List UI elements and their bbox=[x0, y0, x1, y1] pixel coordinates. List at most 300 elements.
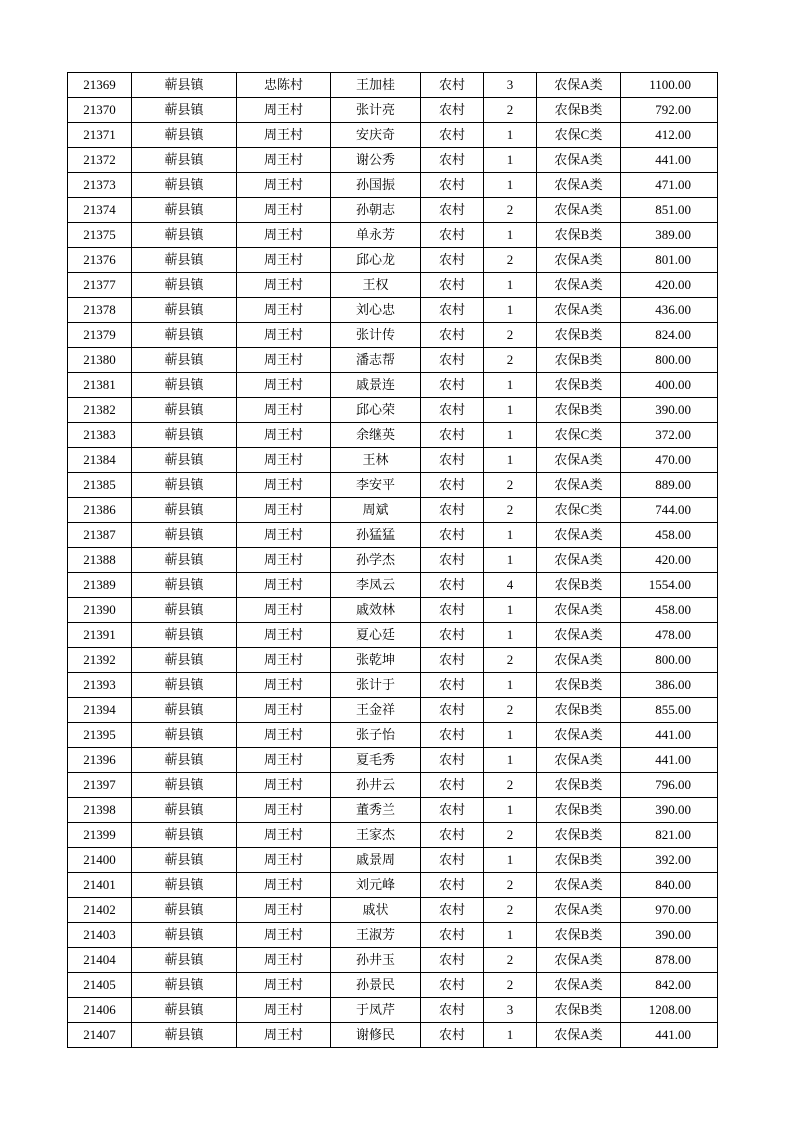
table-row bbox=[68, 273, 718, 298]
cell-village: 周王村 bbox=[237, 998, 331, 1023]
cell-town: 蕲县镇 bbox=[132, 523, 237, 548]
cell-village: 周王村 bbox=[237, 648, 331, 673]
cell-village: 周王村 bbox=[237, 623, 331, 648]
cell-category: 农保B类 bbox=[537, 798, 621, 823]
cell-name: 李凤云 bbox=[331, 573, 421, 598]
cell-type: 农村 bbox=[421, 723, 484, 748]
cell-serial: 21376 bbox=[68, 248, 132, 273]
cell-village: 周王村 bbox=[237, 973, 331, 998]
cell-count: 1 bbox=[484, 298, 537, 323]
cell-type: 农村 bbox=[421, 673, 484, 698]
cell-count: 2 bbox=[484, 348, 537, 373]
cell-serial: 21399 bbox=[68, 823, 132, 848]
cell-village: 周王村 bbox=[237, 873, 331, 898]
cell-town: 蕲县镇 bbox=[132, 673, 237, 698]
table-row bbox=[68, 1023, 718, 1048]
cell-serial: 21383 bbox=[68, 423, 132, 448]
cell-count: 1 bbox=[484, 273, 537, 298]
table-row bbox=[68, 548, 718, 573]
cell-count: 1 bbox=[484, 223, 537, 248]
cell-serial: 21397 bbox=[68, 773, 132, 798]
cell-amount: 970.00 bbox=[621, 898, 718, 923]
cell-serial: 21373 bbox=[68, 173, 132, 198]
cell-amount: 389.00 bbox=[621, 223, 718, 248]
cell-serial: 21372 bbox=[68, 148, 132, 173]
cell-serial: 21391 bbox=[68, 623, 132, 648]
table-row bbox=[68, 698, 718, 723]
cell-village: 周王村 bbox=[237, 573, 331, 598]
cell-village: 周王村 bbox=[237, 198, 331, 223]
cell-village: 周王村 bbox=[237, 598, 331, 623]
cell-count: 2 bbox=[484, 973, 537, 998]
cell-amount: 801.00 bbox=[621, 248, 718, 273]
cell-village: 周王村 bbox=[237, 323, 331, 348]
cell-type: 农村 bbox=[421, 773, 484, 798]
table-row bbox=[68, 373, 718, 398]
cell-serial: 21374 bbox=[68, 198, 132, 223]
cell-type: 农村 bbox=[421, 698, 484, 723]
cell-category: 农保A类 bbox=[537, 298, 621, 323]
cell-amount: 441.00 bbox=[621, 748, 718, 773]
cell-count: 1 bbox=[484, 398, 537, 423]
cell-serial: 21378 bbox=[68, 298, 132, 323]
cell-serial: 21369 bbox=[68, 73, 132, 98]
cell-town: 蕲县镇 bbox=[132, 923, 237, 948]
cell-type: 农村 bbox=[421, 973, 484, 998]
cell-serial: 21386 bbox=[68, 498, 132, 523]
cell-name: 周斌 bbox=[331, 498, 421, 523]
cell-town: 蕲县镇 bbox=[132, 748, 237, 773]
cell-serial: 21393 bbox=[68, 673, 132, 698]
cell-name: 谢公秀 bbox=[331, 148, 421, 173]
cell-category: 农保B类 bbox=[537, 373, 621, 398]
cell-category: 农保A类 bbox=[537, 173, 621, 198]
cell-count: 3 bbox=[484, 998, 537, 1023]
cell-town: 蕲县镇 bbox=[132, 73, 237, 98]
cell-town: 蕲县镇 bbox=[132, 598, 237, 623]
cell-town: 蕲县镇 bbox=[132, 873, 237, 898]
cell-amount: 1554.00 bbox=[621, 573, 718, 598]
table-row bbox=[68, 873, 718, 898]
cell-serial: 21379 bbox=[68, 323, 132, 348]
cell-village: 周王村 bbox=[237, 298, 331, 323]
cell-category: 农保A类 bbox=[537, 248, 621, 273]
cell-town: 蕲县镇 bbox=[132, 498, 237, 523]
cell-serial: 21377 bbox=[68, 273, 132, 298]
table-row bbox=[68, 123, 718, 148]
cell-village: 周王村 bbox=[237, 548, 331, 573]
table-row bbox=[68, 823, 718, 848]
table-row bbox=[68, 348, 718, 373]
cell-amount: 851.00 bbox=[621, 198, 718, 223]
cell-village: 周王村 bbox=[237, 798, 331, 823]
cell-count: 1 bbox=[484, 123, 537, 148]
cell-serial: 21395 bbox=[68, 723, 132, 748]
table-row bbox=[68, 423, 718, 448]
cell-name: 于凤芹 bbox=[331, 998, 421, 1023]
cell-type: 农村 bbox=[421, 923, 484, 948]
cell-count: 2 bbox=[484, 498, 537, 523]
cell-category: 农保A类 bbox=[537, 723, 621, 748]
cell-town: 蕲县镇 bbox=[132, 948, 237, 973]
cell-count: 2 bbox=[484, 648, 537, 673]
table-row bbox=[68, 948, 718, 973]
cell-amount: 800.00 bbox=[621, 348, 718, 373]
cell-town: 蕲县镇 bbox=[132, 1023, 237, 1048]
cell-category: 农保A类 bbox=[537, 273, 621, 298]
cell-village: 周王村 bbox=[237, 723, 331, 748]
cell-serial: 21404 bbox=[68, 948, 132, 973]
cell-serial: 21402 bbox=[68, 898, 132, 923]
cell-category: 农保A类 bbox=[537, 198, 621, 223]
cell-type: 农村 bbox=[421, 848, 484, 873]
cell-category: 农保A类 bbox=[537, 448, 621, 473]
cell-serial: 21394 bbox=[68, 698, 132, 723]
cell-amount: 441.00 bbox=[621, 723, 718, 748]
cell-village: 周王村 bbox=[237, 373, 331, 398]
cell-type: 农村 bbox=[421, 548, 484, 573]
cell-category: 农保A类 bbox=[537, 148, 621, 173]
cell-amount: 792.00 bbox=[621, 98, 718, 123]
table-row bbox=[68, 648, 718, 673]
cell-village: 周王村 bbox=[237, 423, 331, 448]
cell-category: 农保B类 bbox=[537, 823, 621, 848]
cell-serial: 21389 bbox=[68, 573, 132, 598]
cell-amount: 744.00 bbox=[621, 498, 718, 523]
cell-count: 2 bbox=[484, 698, 537, 723]
cell-name: 孙井玉 bbox=[331, 948, 421, 973]
cell-name: 戚景周 bbox=[331, 848, 421, 873]
cell-type: 农村 bbox=[421, 298, 484, 323]
cell-name: 戚景连 bbox=[331, 373, 421, 398]
cell-type: 农村 bbox=[421, 173, 484, 198]
cell-town: 蕲县镇 bbox=[132, 798, 237, 823]
cell-type: 农村 bbox=[421, 998, 484, 1023]
cell-name: 余继英 bbox=[331, 423, 421, 448]
cell-category: 农保C类 bbox=[537, 498, 621, 523]
cell-amount: 840.00 bbox=[621, 873, 718, 898]
cell-count: 1 bbox=[484, 148, 537, 173]
cell-village: 周王村 bbox=[237, 523, 331, 548]
cell-type: 农村 bbox=[421, 98, 484, 123]
cell-name: 潘志帮 bbox=[331, 348, 421, 373]
cell-town: 蕲县镇 bbox=[132, 223, 237, 248]
cell-category: 农保A类 bbox=[537, 473, 621, 498]
table-row bbox=[68, 98, 718, 123]
cell-category: 农保B类 bbox=[537, 773, 621, 798]
cell-count: 2 bbox=[484, 773, 537, 798]
cell-name: 谢修民 bbox=[331, 1023, 421, 1048]
cell-name: 安庆奇 bbox=[331, 123, 421, 148]
table-row bbox=[68, 73, 718, 98]
cell-town: 蕲县镇 bbox=[132, 998, 237, 1023]
cell-type: 农村 bbox=[421, 648, 484, 673]
cell-name: 王加桂 bbox=[331, 73, 421, 98]
cell-type: 农村 bbox=[421, 798, 484, 823]
cell-amount: 878.00 bbox=[621, 948, 718, 973]
cell-amount: 441.00 bbox=[621, 1023, 718, 1048]
cell-count: 1 bbox=[484, 523, 537, 548]
cell-type: 农村 bbox=[421, 198, 484, 223]
cell-category: 农保C类 bbox=[537, 423, 621, 448]
cell-name: 董秀兰 bbox=[331, 798, 421, 823]
table-row bbox=[68, 473, 718, 498]
cell-type: 农村 bbox=[421, 348, 484, 373]
cell-name: 孙猛猛 bbox=[331, 523, 421, 548]
cell-amount: 390.00 bbox=[621, 398, 718, 423]
cell-amount: 412.00 bbox=[621, 123, 718, 148]
cell-count: 2 bbox=[484, 873, 537, 898]
cell-type: 农村 bbox=[421, 373, 484, 398]
cell-type: 农村 bbox=[421, 123, 484, 148]
cell-serial: 21370 bbox=[68, 98, 132, 123]
cell-category: 农保B类 bbox=[537, 98, 621, 123]
cell-category: 农保A类 bbox=[537, 898, 621, 923]
cell-type: 农村 bbox=[421, 473, 484, 498]
cell-type: 农村 bbox=[421, 273, 484, 298]
cell-town: 蕲县镇 bbox=[132, 323, 237, 348]
cell-serial: 21396 bbox=[68, 748, 132, 773]
cell-village: 周王村 bbox=[237, 223, 331, 248]
cell-name: 戚效林 bbox=[331, 598, 421, 623]
cell-village: 周王村 bbox=[237, 698, 331, 723]
cell-amount: 386.00 bbox=[621, 673, 718, 698]
table-row bbox=[68, 523, 718, 548]
cell-village: 忠陈村 bbox=[237, 73, 331, 98]
cell-amount: 441.00 bbox=[621, 148, 718, 173]
cell-amount: 821.00 bbox=[621, 823, 718, 848]
cell-name: 张计传 bbox=[331, 323, 421, 348]
cell-town: 蕲县镇 bbox=[132, 698, 237, 723]
cell-village: 周王村 bbox=[237, 248, 331, 273]
cell-name: 张计亮 bbox=[331, 98, 421, 123]
table-row bbox=[68, 923, 718, 948]
cell-amount: 390.00 bbox=[621, 923, 718, 948]
cell-count: 2 bbox=[484, 948, 537, 973]
cell-village: 周王村 bbox=[237, 473, 331, 498]
table-row bbox=[68, 623, 718, 648]
table-row bbox=[68, 148, 718, 173]
cell-town: 蕲县镇 bbox=[132, 848, 237, 873]
cell-count: 1 bbox=[484, 723, 537, 748]
cell-type: 农村 bbox=[421, 248, 484, 273]
cell-town: 蕲县镇 bbox=[132, 298, 237, 323]
cell-name: 王权 bbox=[331, 273, 421, 298]
table-row bbox=[68, 398, 718, 423]
cell-serial: 21382 bbox=[68, 398, 132, 423]
cell-type: 农村 bbox=[421, 73, 484, 98]
cell-count: 2 bbox=[484, 248, 537, 273]
cell-town: 蕲县镇 bbox=[132, 398, 237, 423]
cell-name: 王淑芳 bbox=[331, 923, 421, 948]
cell-name: 王林 bbox=[331, 448, 421, 473]
cell-amount: 471.00 bbox=[621, 173, 718, 198]
cell-count: 1 bbox=[484, 373, 537, 398]
cell-amount: 436.00 bbox=[621, 298, 718, 323]
cell-type: 农村 bbox=[421, 748, 484, 773]
cell-serial: 21371 bbox=[68, 123, 132, 148]
cell-town: 蕲县镇 bbox=[132, 773, 237, 798]
table-row bbox=[68, 598, 718, 623]
cell-count: 1 bbox=[484, 623, 537, 648]
cell-town: 蕲县镇 bbox=[132, 198, 237, 223]
cell-serial: 21407 bbox=[68, 1023, 132, 1048]
table-row bbox=[68, 323, 718, 348]
cell-town: 蕲县镇 bbox=[132, 148, 237, 173]
cell-amount: 478.00 bbox=[621, 623, 718, 648]
cell-category: 农保B类 bbox=[537, 573, 621, 598]
cell-town: 蕲县镇 bbox=[132, 173, 237, 198]
table-row bbox=[68, 773, 718, 798]
table-body bbox=[68, 73, 718, 1048]
table-row bbox=[68, 723, 718, 748]
cell-type: 农村 bbox=[421, 448, 484, 473]
cell-serial: 21385 bbox=[68, 473, 132, 498]
cell-town: 蕲县镇 bbox=[132, 123, 237, 148]
table-row bbox=[68, 198, 718, 223]
table-row bbox=[68, 498, 718, 523]
cell-count: 2 bbox=[484, 198, 537, 223]
cell-name: 张子怡 bbox=[331, 723, 421, 748]
cell-amount: 372.00 bbox=[621, 423, 718, 448]
cell-count: 1 bbox=[484, 423, 537, 448]
cell-category: 农保A类 bbox=[537, 973, 621, 998]
cell-village: 周王村 bbox=[237, 148, 331, 173]
cell-category: 农保A类 bbox=[537, 523, 621, 548]
cell-serial: 21375 bbox=[68, 223, 132, 248]
cell-type: 农村 bbox=[421, 223, 484, 248]
cell-town: 蕲县镇 bbox=[132, 898, 237, 923]
cell-town: 蕲县镇 bbox=[132, 273, 237, 298]
cell-amount: 842.00 bbox=[621, 973, 718, 998]
cell-category: 农保B类 bbox=[537, 848, 621, 873]
cell-amount: 458.00 bbox=[621, 523, 718, 548]
cell-category: 农保A类 bbox=[537, 623, 621, 648]
cell-serial: 21380 bbox=[68, 348, 132, 373]
table-row bbox=[68, 573, 718, 598]
cell-type: 农村 bbox=[421, 873, 484, 898]
cell-amount: 390.00 bbox=[621, 798, 718, 823]
cell-type: 农村 bbox=[421, 948, 484, 973]
cell-name: 单永芳 bbox=[331, 223, 421, 248]
cell-serial: 21384 bbox=[68, 448, 132, 473]
cell-amount: 800.00 bbox=[621, 648, 718, 673]
cell-name: 张乾坤 bbox=[331, 648, 421, 673]
table-row bbox=[68, 848, 718, 873]
cell-type: 农村 bbox=[421, 498, 484, 523]
cell-count: 4 bbox=[484, 573, 537, 598]
cell-name: 夏毛秀 bbox=[331, 748, 421, 773]
cell-count: 1 bbox=[484, 548, 537, 573]
cell-serial: 21406 bbox=[68, 998, 132, 1023]
table-row bbox=[68, 248, 718, 273]
cell-town: 蕲县镇 bbox=[132, 373, 237, 398]
cell-category: 农保A类 bbox=[537, 648, 621, 673]
table-row bbox=[68, 973, 718, 998]
cell-amount: 420.00 bbox=[621, 548, 718, 573]
cell-amount: 855.00 bbox=[621, 698, 718, 723]
cell-serial: 21381 bbox=[68, 373, 132, 398]
cell-serial: 21401 bbox=[68, 873, 132, 898]
cell-amount: 470.00 bbox=[621, 448, 718, 473]
table-row bbox=[68, 998, 718, 1023]
cell-category: 农保A类 bbox=[537, 948, 621, 973]
cell-town: 蕲县镇 bbox=[132, 973, 237, 998]
cell-town: 蕲县镇 bbox=[132, 573, 237, 598]
cell-type: 农村 bbox=[421, 398, 484, 423]
cell-name: 刘元峰 bbox=[331, 873, 421, 898]
cell-village: 周王村 bbox=[237, 398, 331, 423]
cell-count: 1 bbox=[484, 1023, 537, 1048]
cell-category: 农保B类 bbox=[537, 923, 621, 948]
cell-village: 周王村 bbox=[237, 748, 331, 773]
cell-count: 1 bbox=[484, 598, 537, 623]
cell-town: 蕲县镇 bbox=[132, 98, 237, 123]
cell-name: 张计于 bbox=[331, 673, 421, 698]
table-row bbox=[68, 223, 718, 248]
table-row bbox=[68, 448, 718, 473]
cell-village: 周王村 bbox=[237, 773, 331, 798]
cell-name: 李安平 bbox=[331, 473, 421, 498]
cell-village: 周王村 bbox=[237, 848, 331, 873]
cell-type: 农村 bbox=[421, 148, 484, 173]
cell-count: 3 bbox=[484, 73, 537, 98]
cell-name: 王金祥 bbox=[331, 698, 421, 723]
cell-type: 农村 bbox=[421, 1023, 484, 1048]
cell-type: 农村 bbox=[421, 573, 484, 598]
cell-village: 周王村 bbox=[237, 448, 331, 473]
cell-village: 周王村 bbox=[237, 348, 331, 373]
table-row bbox=[68, 748, 718, 773]
cell-type: 农村 bbox=[421, 523, 484, 548]
cell-town: 蕲县镇 bbox=[132, 473, 237, 498]
cell-name: 刘心忠 bbox=[331, 298, 421, 323]
cell-serial: 21392 bbox=[68, 648, 132, 673]
cell-name: 孙景民 bbox=[331, 973, 421, 998]
cell-amount: 889.00 bbox=[621, 473, 718, 498]
cell-village: 周王村 bbox=[237, 898, 331, 923]
cell-serial: 21387 bbox=[68, 523, 132, 548]
cell-count: 1 bbox=[484, 173, 537, 198]
cell-name: 邱心荣 bbox=[331, 398, 421, 423]
cell-count: 2 bbox=[484, 898, 537, 923]
cell-category: 农保A类 bbox=[537, 548, 621, 573]
cell-category: 农保A类 bbox=[537, 73, 621, 98]
cell-count: 2 bbox=[484, 473, 537, 498]
cell-town: 蕲县镇 bbox=[132, 723, 237, 748]
cell-village: 周王村 bbox=[237, 1023, 331, 1048]
cell-category: 农保B类 bbox=[537, 323, 621, 348]
cell-category: 农保A类 bbox=[537, 748, 621, 773]
cell-village: 周王村 bbox=[237, 273, 331, 298]
cell-village: 周王村 bbox=[237, 123, 331, 148]
cell-count: 1 bbox=[484, 448, 537, 473]
cell-town: 蕲县镇 bbox=[132, 823, 237, 848]
cell-amount: 1208.00 bbox=[621, 998, 718, 1023]
cell-serial: 21400 bbox=[68, 848, 132, 873]
cell-name: 夏心廷 bbox=[331, 623, 421, 648]
cell-count: 1 bbox=[484, 673, 537, 698]
cell-village: 周王村 bbox=[237, 98, 331, 123]
cell-category: 农保B类 bbox=[537, 398, 621, 423]
benefits-table bbox=[67, 72, 718, 1048]
cell-name: 邱心龙 bbox=[331, 248, 421, 273]
cell-category: 农保B类 bbox=[537, 698, 621, 723]
cell-count: 1 bbox=[484, 798, 537, 823]
cell-town: 蕲县镇 bbox=[132, 623, 237, 648]
cell-name: 孙井云 bbox=[331, 773, 421, 798]
table-row bbox=[68, 798, 718, 823]
